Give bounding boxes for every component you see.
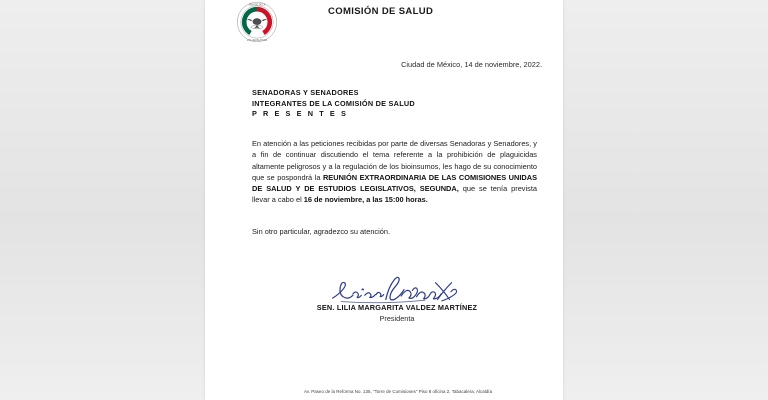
addressee-line-2: INTEGRANTES DE LA COMISIÓN DE SALUD	[252, 98, 415, 108]
paragraph-1-text-part-2: que se tenía prevista llevar a cabo el	[252, 183, 538, 204]
addressee-block	[252, 88, 415, 120]
document-page	[205, 0, 563, 400]
svg-text:SENADO DE LA: SENADO DE LA	[248, 4, 266, 7]
signature-block	[252, 272, 542, 323]
signer-name: SEN. LILIA MARGARITA VALDEZ MARTÍNEZ	[316, 303, 478, 312]
handwritten-signature-icon	[252, 272, 542, 306]
signer-role: Presidenta	[379, 314, 415, 323]
mexican-senate-seal-icon	[236, 1, 278, 43]
body-paragraph-2: Sin otro particular, agradezco su atención.	[252, 227, 391, 237]
paragraph-1-meeting-datetime: 16 de noviembre, a las 15:00 horas.	[303, 194, 428, 204]
body-paragraph-1	[252, 138, 537, 205]
addressee-line-presentes: P R E S E N T E S	[252, 109, 348, 119]
addressee-line-1: SENADORAS Y SENADORES	[252, 88, 359, 97]
paragraph-1-meeting-name: REUNIÓN EXTRAORDINARIA DE LAS COMISIONES UNIDAS DE SALUD Y DE ESTUDIOS LEGISLATIVOS, SEGUNDA,	[252, 172, 537, 193]
svg-text:LXV LEGISLATURA: LXV LEGISLATURA	[246, 39, 268, 42]
footer-address: Av. Paseo de la Reforma No. 135, "Torre de Comisiones" Piso 8 oficina 2, Tabacalera, Alcaldía	[303, 389, 493, 394]
date-line: Ciudad de México, 14 de noviembre, 2022.	[401, 60, 542, 69]
page-title: COMISIÓN DE SALUD	[328, 6, 434, 17]
paragraph-1-text-part-1: En atención a las peticiones recibidas por parte de diversas Senadoras y Senadores, y a fin de continuar discutiendo el tema referente a la prohibición de plaguicidas altamente peligrosos y a la regulación de los bioinsumos, les hago de su conocimiento que se pospondrá la	[252, 139, 537, 182]
document-header	[205, 0, 563, 48]
